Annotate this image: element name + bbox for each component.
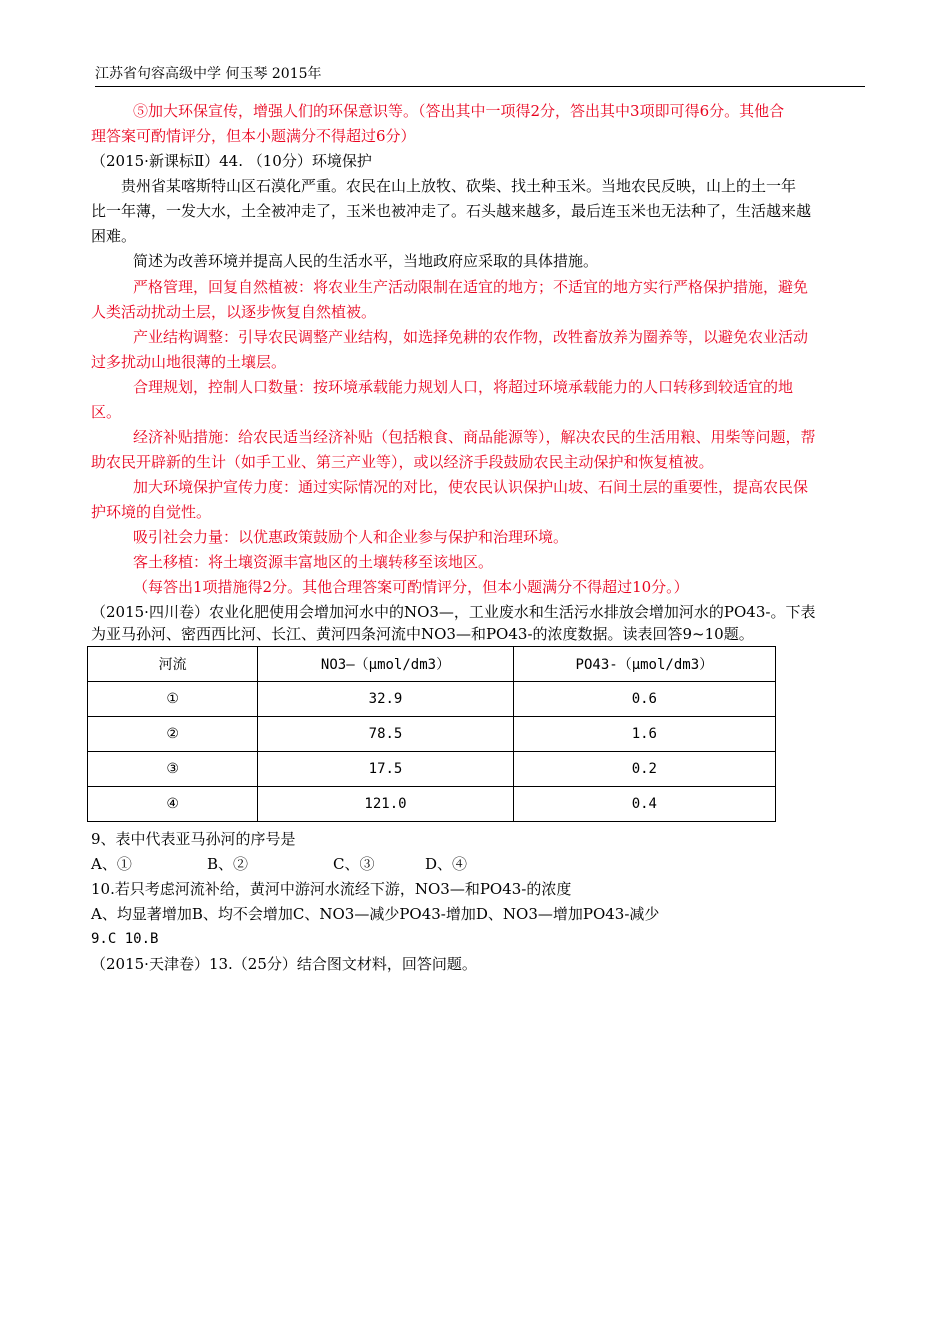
table-row (88, 787, 776, 822)
table-cell: 121.0 (258, 787, 513, 822)
scoring-note: （每答出1项措施得2分。其他合理答案可酌情评分，但本小题满分不得超过10分。） (133, 578, 689, 596)
answer-line: 合理规划，控制人口数量：按环境承载能力规划人口，将超过环境承载能力的人口转移到较适宜的地 (133, 378, 794, 396)
question-stem: 比一年薄，一发大水，土全被冲走了，玉米也被冲走了。石头越来越多，最后连玉米也无法种了，生活越来越 (91, 202, 812, 220)
table-header-row (88, 647, 776, 682)
answer-line: 客土移植：将土壤资源丰富地区的土壤转移至该地区。 (133, 553, 494, 571)
table-header-cell: NO3—（μmol/dm3） (258, 647, 513, 682)
table-cell: ④ (88, 787, 258, 822)
question-10-options (91, 904, 659, 924)
table-row (88, 717, 776, 752)
answer-line: 理答案可酌情评分，但本小题满分不得超过6分） (91, 127, 416, 145)
table-cell: 1.6 (513, 717, 775, 752)
question-title: （2015·天津卷）13.（25分）结合图文材料，回答问题。 (91, 955, 477, 973)
table-row (88, 752, 776, 787)
table-cell: ③ (88, 752, 258, 787)
answer-key: 9.C 10.B (91, 931, 159, 947)
question-9-option: C、③ (333, 855, 375, 873)
table-header-cell: PO43-（μmol/dm3） (513, 647, 775, 682)
question-10-option: A、均显著增加 (91, 905, 192, 923)
question-10-option: C、NO3—减少PO43-增加 (292, 905, 476, 923)
question-10-stem: 10.若只考虑河流补给，黄河中游河水流经下游，NO3—和PO43-的浓度 (91, 880, 572, 898)
table-cell: 17.5 (258, 752, 513, 787)
page-header: 江苏省句容高级中学 何玉琴 2015年 (95, 64, 865, 87)
question-9-option: B、② (207, 855, 249, 873)
answer-line: 吸引社会力量：以优惠政策鼓励个人和企业参与保护和治理环境。 (133, 528, 569, 546)
question-9-option: D、④ (425, 855, 468, 873)
question-9-option: A、① (91, 855, 132, 873)
material-text: （2015·四川卷）农业化肥使用会增加河水中的NO3—，工业废水和生活污水排放会增加河水的PO43-。下表 (91, 603, 816, 621)
answer-line: 经济补贴措施：给农民适当经济补贴（包括粮食、商品能源等），解决农民的生活用粮、用柴等问题，帮 (133, 428, 816, 446)
table-cell: 0.2 (513, 752, 775, 787)
question-10-option: B、均不会增加 (191, 905, 293, 923)
answer-line: 人类活动扰动土层，以逐步恢复自然植被。 (91, 303, 377, 321)
answer-line: ⑤加大环保宣传，增强人们的环保意识等。（答出其中一项得2分，答出其中3项即可得6分。其他合 (133, 102, 785, 120)
table-cell: ② (88, 717, 258, 752)
table-header-cell: 河流 (88, 647, 258, 682)
answer-line: 严格管理，回复自然植被：将农业生产活动限制在适宜的地方；不适宜的地方实行严格保护措施，避免 (133, 278, 809, 296)
table-cell: 32.9 (258, 682, 513, 717)
table-cell: 78.5 (258, 717, 513, 752)
table-cell: 0.4 (513, 787, 775, 822)
question-title: （2015·新课标Ⅱ）44. （10分）环境保护 (91, 152, 372, 170)
answer-line: 区。 (91, 403, 122, 421)
answer-line: 过多扰动山地很薄的土壤层。 (91, 353, 287, 371)
answer-line: 产业结构调整：引导农民调整产业结构，如选择免耕的农作物，改牲畜放养为圈养等，以避免农业活动 (133, 328, 809, 346)
question-prompt: 简述为改善环境并提高人民的生活水平，当地政府应采取的具体措施。 (133, 252, 599, 270)
table-row (88, 682, 776, 717)
question-9-stem: 9、表中代表亚马孙河的序号是 (91, 830, 296, 848)
question-stem: 困难。 (91, 227, 137, 245)
question-10-option: D、NO3—增加PO43-减少 (475, 905, 660, 923)
question-stem: 贵州省某喀斯特山区石漠化严重。农民在山上放牧、砍柴、找土种玉米。当地农民反映，山上的土一年 (121, 177, 797, 195)
material-text: 为亚马孙河、密西西比河、长江、黄河四条河流中NO3—和PO43-的浓度数据。读表回答9~10题。 (91, 625, 754, 643)
river-concentration-table (87, 646, 776, 822)
answer-line: 加大环境保护宣传力度：通过实际情况的对比，使农民认识保护山坡、石间土层的重要性，提高农民保 (133, 478, 809, 496)
table-cell: 0.6 (513, 682, 775, 717)
answer-line: 护环境的自觉性。 (91, 503, 212, 521)
answer-line: 助农民开辟新的生计（如手工业、第三产业等），或以经济手段鼓励农民主动保护和恢复植被。 (91, 453, 714, 471)
table-cell: ① (88, 682, 258, 717)
